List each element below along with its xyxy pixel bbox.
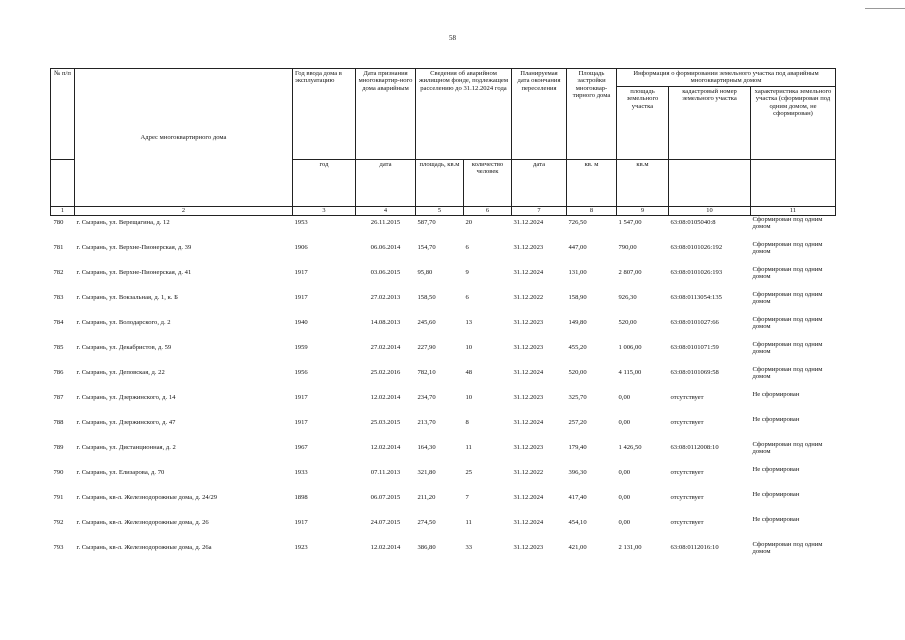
row-address: г. Сызрань, кв-л. Железнодорожные дома, д. 26а xyxy=(76,543,212,551)
row-status: Не сформирован xyxy=(752,465,800,473)
row-number: 790 xyxy=(53,468,64,476)
table-row xyxy=(51,516,836,541)
row-area: 587,70 xyxy=(417,218,436,226)
row-cadastral: 63:08:0101027:66 xyxy=(670,318,719,326)
row-date-emergency: 06.07.2015 xyxy=(370,493,401,501)
column-numbers-row xyxy=(51,206,836,215)
table-row xyxy=(51,541,836,566)
row-number: 791 xyxy=(53,493,64,501)
row-status: Сформирован под одним домом xyxy=(752,540,823,555)
row-planned-date: 31.12.2024 xyxy=(513,368,544,376)
row-date-emergency: 03.06.2015 xyxy=(370,268,401,276)
row-year-built: 1917 xyxy=(294,293,308,301)
row-status: Сформирован под одним домом xyxy=(752,340,823,355)
col-number: 2 xyxy=(75,206,293,215)
row-address: г. Сызрань, ул. Дистанционная, д. 2 xyxy=(76,443,176,451)
row-building-area: 396,30 xyxy=(568,468,587,476)
row-date-emergency: 27.02.2014 xyxy=(370,343,401,351)
row-status: Не сформирован xyxy=(752,490,800,498)
row-people: 10 xyxy=(465,393,473,401)
col-number: 1 xyxy=(51,206,75,215)
row-area: 234,70 xyxy=(417,393,436,401)
row-planned-date: 31.12.2022 xyxy=(513,293,544,301)
row-land-area: 520,00 xyxy=(618,318,637,326)
row-area: 211,20 xyxy=(417,493,436,501)
page-number: 58 xyxy=(449,34,456,42)
table-row xyxy=(51,366,836,391)
row-year-built: 1898 xyxy=(294,493,308,501)
unit-num-empty xyxy=(51,159,75,206)
table-row xyxy=(51,266,836,291)
row-land-area: 0,00 xyxy=(618,418,631,426)
row-land-area: 926,30 xyxy=(618,293,637,301)
row-date-emergency: 06.06.2014 xyxy=(370,243,401,251)
row-people: 20 xyxy=(465,218,473,226)
header-cadastral: кадастровый номер земельного участка xyxy=(669,86,751,159)
row-building-area: 455,20 xyxy=(568,343,587,351)
row-area: 782,10 xyxy=(417,368,436,376)
header-date-emergency: Дата признания многоквартир-ного дома аварийным xyxy=(356,69,416,160)
row-number: 781 xyxy=(53,243,64,251)
row-building-area: 454,10 xyxy=(568,518,587,526)
row-area: 227,90 xyxy=(417,343,436,351)
unit-sqm: кв. м xyxy=(567,159,617,206)
row-people: 11 xyxy=(465,518,472,526)
row-year-built: 1923 xyxy=(294,543,308,551)
row-status: Сформирован под одним домом xyxy=(752,365,823,380)
row-address: г. Сызрань, ул. Деповская, д. 22 xyxy=(76,368,165,376)
row-cadastral: 63:08:0113054:135 xyxy=(670,293,722,301)
row-date-emergency: 24.07.2015 xyxy=(370,518,401,526)
row-planned-date: 31.12.2024 xyxy=(513,493,544,501)
header-num: № п/п xyxy=(51,69,75,160)
row-cadastral: отсутствует xyxy=(670,493,704,501)
header-building-area: Площадь застройки многоквар-тирного дома xyxy=(567,69,617,160)
row-date-emergency: 25.03.2015 xyxy=(370,418,401,426)
row-people: 6 xyxy=(465,243,469,251)
row-area: 386,80 xyxy=(417,543,436,551)
row-number: 786 xyxy=(53,368,64,376)
row-people: 11 xyxy=(465,443,472,451)
row-date-emergency: 12.02.2014 xyxy=(370,543,401,551)
header-land-area: площадь земельного участка xyxy=(617,86,669,159)
row-number: 793 xyxy=(53,543,64,551)
row-land-area: 4 115,00 xyxy=(618,368,642,376)
row-year-built: 1959 xyxy=(294,343,308,351)
unit-people: количество человек xyxy=(464,159,512,206)
row-area: 154,70 xyxy=(417,243,436,251)
unit-year: год xyxy=(293,159,356,206)
unit-area: площадь, кв.м xyxy=(416,159,464,206)
row-status: Не сформирован xyxy=(752,515,800,523)
row-area: 95,80 xyxy=(417,268,433,276)
table-row xyxy=(51,341,836,366)
row-building-area: 726,50 xyxy=(568,218,587,226)
row-number: 787 xyxy=(53,393,64,401)
row-cadastral: отсутствует xyxy=(670,468,704,476)
col-number: 9 xyxy=(617,206,669,215)
col-number: 5 xyxy=(416,206,464,215)
row-status: Сформирован под одним домом xyxy=(752,440,823,455)
row-year-built: 1906 xyxy=(294,243,308,251)
row-number: 783 xyxy=(53,293,64,301)
row-number: 780 xyxy=(53,218,64,226)
row-address: г. Сызрань, ул. Декабристов, д. 59 xyxy=(76,343,172,351)
row-cadastral: 63:08:0101071:59 xyxy=(670,343,719,351)
row-cadastral: 63:08:0105040:8 xyxy=(670,218,716,226)
col-number: 11 xyxy=(751,206,836,215)
row-cadastral: отсутствует xyxy=(670,393,704,401)
row-address: г. Сызрань, ул. Дзержинского, д. 14 xyxy=(76,393,176,401)
row-planned-date: 31.12.2024 xyxy=(513,268,544,276)
row-number: 784 xyxy=(53,318,64,326)
row-address: г. Сызрань, ул. Верхне-Пионерская, д. 39 xyxy=(76,243,192,251)
row-date-emergency: 12.02.2014 xyxy=(370,443,401,451)
row-number: 782 xyxy=(53,268,64,276)
row-cadastral: отсутствует xyxy=(670,418,704,426)
row-people: 8 xyxy=(465,418,469,426)
col-number: 3 xyxy=(293,206,356,215)
row-planned-date: 31.12.2023 xyxy=(513,543,544,551)
row-date-emergency: 14.08.2013 xyxy=(370,318,401,326)
col-number: 7 xyxy=(512,206,567,215)
header-row xyxy=(51,69,836,87)
row-planned-date: 31.12.2023 xyxy=(513,443,544,451)
row-address: г. Сызрань, ул. Володарского, д. 2 xyxy=(76,318,171,326)
header-planned-date: Планируемая дата окончания переселения xyxy=(512,69,567,160)
row-building-area: 179,40 xyxy=(568,443,587,451)
row-number: 785 xyxy=(53,343,64,351)
row-land-area: 0,00 xyxy=(618,468,631,476)
row-number: 788 xyxy=(53,418,64,426)
row-planned-date: 31.12.2024 xyxy=(513,418,544,426)
row-year-built: 1917 xyxy=(294,418,308,426)
row-date-emergency: 12.02.2014 xyxy=(370,393,401,401)
row-number: 789 xyxy=(53,443,64,451)
row-cadastral: 63:08:0112016:10 xyxy=(670,543,719,551)
row-year-built: 1940 xyxy=(294,318,308,326)
row-year-built: 1917 xyxy=(294,518,308,526)
row-year-built: 1917 xyxy=(294,393,308,401)
row-area: 274,50 xyxy=(417,518,436,526)
row-cadastral: 63:08:0101026:192 xyxy=(670,243,723,251)
row-status: Не сформирован xyxy=(752,415,800,423)
row-year-built: 1917 xyxy=(294,268,308,276)
header-land-info: Информация о формировании земельного участка под аварийным многоквартирным домом xyxy=(617,69,836,87)
row-people: 7 xyxy=(465,493,469,501)
header-year-built: Год ввода дома в эксплуатацию xyxy=(293,69,356,160)
unit-planned: дата xyxy=(512,159,567,206)
unit-status-empty xyxy=(751,159,836,206)
row-building-area: 421,00 xyxy=(568,543,587,551)
row-area: 164,30 xyxy=(417,443,436,451)
row-land-area: 1 547,00 xyxy=(618,218,642,226)
table-row xyxy=(51,391,836,416)
header-address: Адрес многоквартирного дома xyxy=(75,69,293,207)
row-area: 213,70 xyxy=(417,418,436,426)
row-planned-date: 31.12.2023 xyxy=(513,343,544,351)
row-cadastral: 63:08:0101026:193 xyxy=(670,268,723,276)
row-status: Сформирован под одним домом xyxy=(752,265,823,280)
row-people: 6 xyxy=(465,293,469,301)
row-building-area: 447,00 xyxy=(568,243,587,251)
col-number: 4 xyxy=(356,206,416,215)
row-planned-date: 31.12.2024 xyxy=(513,218,544,226)
row-planned-date: 31.12.2023 xyxy=(513,318,544,326)
row-planned-date: 31.12.2023 xyxy=(513,243,544,251)
row-building-area: 325,70 xyxy=(568,393,587,401)
row-people: 33 xyxy=(465,543,473,551)
row-status: Сформирован под одним домом xyxy=(752,290,823,305)
row-area: 321,80 xyxy=(417,468,436,476)
row-cadastral: 63:08:0101069:58 xyxy=(670,368,719,376)
row-address: г. Сызрань, кв-л. Железнодорожные дома, д. 26 xyxy=(76,518,209,526)
row-land-area: 0,00 xyxy=(618,493,631,501)
unit-land-sqm: кв.м xyxy=(617,159,669,206)
table-row xyxy=(51,491,836,516)
row-year-built: 1933 xyxy=(294,468,308,476)
row-land-area: 790,00 xyxy=(618,243,637,251)
unit-date: дата xyxy=(356,159,416,206)
table-row xyxy=(51,466,836,491)
housing-table xyxy=(50,68,836,566)
row-year-built: 1953 xyxy=(294,218,308,226)
row-land-area: 0,00 xyxy=(618,518,631,526)
row-people: 9 xyxy=(465,268,469,276)
row-people: 25 xyxy=(465,468,473,476)
row-address: г. Сызрань, ул. Верещагина, д. 12 xyxy=(76,218,170,226)
row-address: г. Сызрань, ул. Вокзальная, д. 1, к. Б xyxy=(76,293,178,301)
col-number: 10 xyxy=(669,206,751,215)
row-land-area: 2 131,00 xyxy=(618,543,642,551)
row-building-area: 257,20 xyxy=(568,418,587,426)
row-address: г. Сызрань, кв-л. Железнодорожные дома, д. 24/29 xyxy=(76,493,218,501)
row-date-emergency: 25.02.2016 xyxy=(370,368,401,376)
row-people: 10 xyxy=(465,343,473,351)
table-row xyxy=(51,215,836,241)
row-address: г. Сызрань, ул. Дзержинского, д. 47 xyxy=(76,418,176,426)
table-row xyxy=(51,441,836,466)
row-date-emergency: 27.02.2013 xyxy=(370,293,401,301)
row-cadastral: отсутствует xyxy=(670,518,704,526)
row-building-area: 131,00 xyxy=(568,268,587,276)
row-status: Не сформирован xyxy=(752,390,800,398)
header-stock-info: Сведения об аварийном жилищном фонде, подлежащем расселению до 31.12.2024 года xyxy=(416,69,512,160)
row-people: 48 xyxy=(465,368,473,376)
row-land-area: 1 426,50 xyxy=(618,443,642,451)
row-status: Сформирован под одним домом xyxy=(752,315,823,330)
row-area: 158,50 xyxy=(417,293,436,301)
row-address: г. Сызрань, ул. Елизарова, д. 70 xyxy=(76,468,165,476)
row-cadastral: 63:08:0112008:10 xyxy=(670,443,719,451)
row-date-emergency: 07.11.2013 xyxy=(370,468,401,476)
row-planned-date: 31.12.2022 xyxy=(513,468,544,476)
table-row xyxy=(51,316,836,341)
header-characteristic: характеристика земельного участка (сформирован под одним домом, не сформирован) xyxy=(751,86,836,159)
row-date-emergency: 26.11.2015 xyxy=(370,218,401,226)
corner-rule xyxy=(865,8,905,9)
row-area: 245,60 xyxy=(417,318,436,326)
table-row xyxy=(51,241,836,266)
col-number: 8 xyxy=(567,206,617,215)
row-status: Сформирован под одним домом xyxy=(752,215,823,230)
row-address: г. Сызрань, ул. Верхне-Пионерская, д. 41 xyxy=(76,268,192,276)
row-land-area: 0,00 xyxy=(618,393,631,401)
row-building-area: 520,00 xyxy=(568,368,587,376)
row-building-area: 417,40 xyxy=(568,493,587,501)
col-number: 6 xyxy=(464,206,512,215)
row-planned-date: 31.12.2023 xyxy=(513,393,544,401)
row-building-area: 158,90 xyxy=(568,293,587,301)
row-people: 13 xyxy=(465,318,473,326)
row-status: Сформирован под одним домом xyxy=(752,240,823,255)
row-planned-date: 31.12.2024 xyxy=(513,518,544,526)
row-year-built: 1967 xyxy=(294,443,308,451)
row-land-area: 2 807,00 xyxy=(618,268,642,276)
row-number: 792 xyxy=(53,518,64,526)
table-body xyxy=(51,215,836,566)
row-building-area: 149,80 xyxy=(568,318,587,326)
row-land-area: 1 006,00 xyxy=(618,343,642,351)
unit-cadastral-empty xyxy=(669,159,751,206)
row-year-built: 1956 xyxy=(294,368,308,376)
table-row xyxy=(51,291,836,316)
table-row xyxy=(51,416,836,441)
